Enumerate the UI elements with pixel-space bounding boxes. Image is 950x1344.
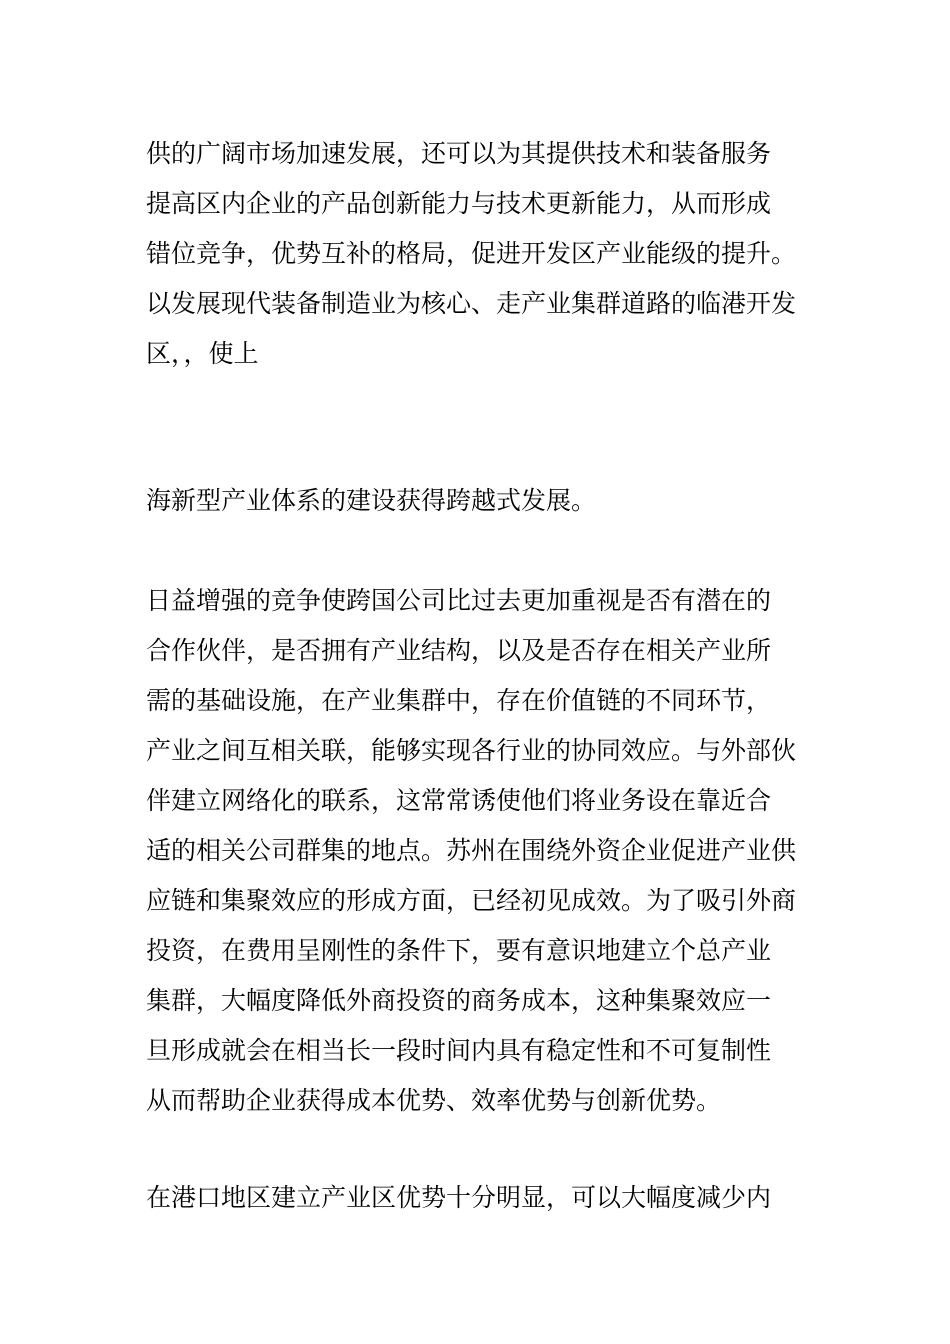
paragraph-3-line-4: 产业之间互相关联，能够实现各行业的协同效应。与外部伙 — [146, 736, 797, 765]
paragraph-3-line-8: 投资，在费用呈刚性的条件下，要有意识地建立个总产业 — [146, 936, 772, 965]
paragraph-3-line-5: 伴建立网络化的联系，这常常诱使他们将业务设在靠近合 — [146, 786, 772, 815]
paragraph-3-line-1: 日益增强的竞争使跨国公司比过去更加重视是否有潜在的 — [146, 586, 772, 615]
paragraph-3-line-6: 适的相关公司群集的地点。苏州在围绕外资企业促进产业供 — [146, 836, 797, 865]
paragraph-3-line-3: 需的基础设施，在产业集群中，存在价值链的不同环节， — [146, 686, 772, 715]
paragraph-3-line-2: 合作伙伴，是否拥有产业结构，以及是否存在相关产业所 — [146, 636, 772, 665]
paragraph-1-line-1: 供的广阔市场加速发展，还可以为其提供技术和装备服务 — [146, 139, 772, 168]
paragraph-1-line-4: 以发展现代装备制造业为核心、走产业集群道路的临港开发 — [146, 289, 797, 318]
paragraph-1-line-2: 提高区内企业的产品创新能力与技术更新能力，从而形成 — [146, 189, 772, 218]
paragraph-3-line-7: 应链和集聚效应的形成方面，已经初见成效。为了吸引外商 — [146, 886, 797, 915]
paragraph-1-line-5: 区，，使上 — [146, 339, 259, 368]
paragraph-1-line-3: 错位竞争，优势互补的格局，促进开发区产业能级的提升。 — [146, 239, 797, 268]
paragraph-2-line-1: 海新型产业体系的建设获得跨越式发展。 — [146, 486, 597, 515]
paragraph-3-line-9: 集群，大幅度降低外商投资的商务成本，这种集聚效应一 — [146, 986, 772, 1015]
paragraph-3-line-11: 从而帮助企业获得成本优势、效率优势与创新优势。 — [146, 1086, 722, 1115]
paragraph-3-line-10: 旦形成就会在相当长一段时间内具有稳定性和不可复制性 — [146, 1036, 772, 1065]
paragraph-4-line-1: 在港口地区建立产业区优势十分明显，可以大幅度减少内 — [146, 1183, 772, 1212]
